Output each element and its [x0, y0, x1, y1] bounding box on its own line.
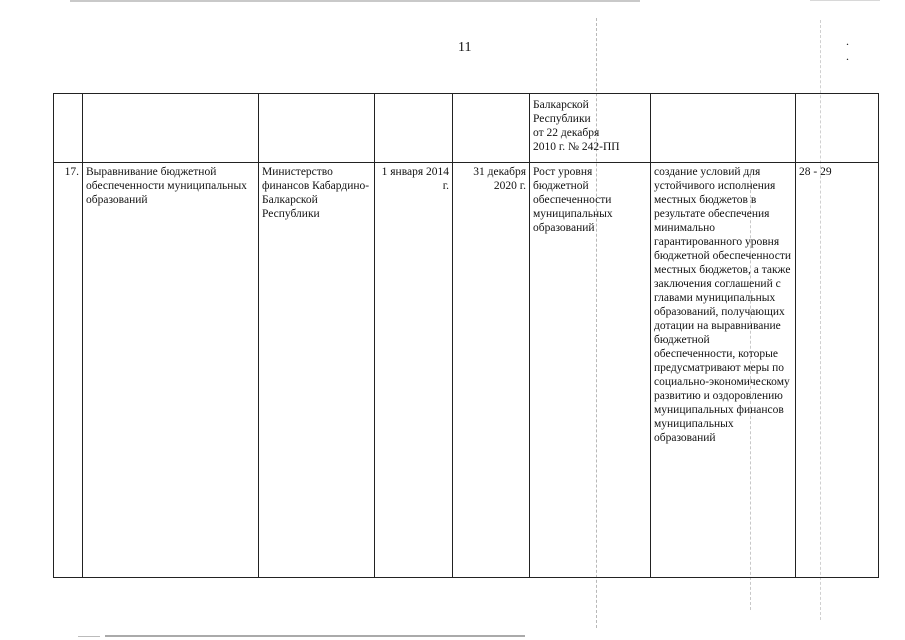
table-cell: [651, 94, 796, 163]
indicator: Рост уровня бюджетной обеспеченности муниципальных образований: [530, 163, 651, 578]
start-date: 1 января 2014 г.: [375, 163, 453, 578]
end-date: 31 декабря 2020 г.: [453, 163, 530, 578]
measure-name: Выравнивание бюджетной обеспеченности муниципальных образований: [83, 163, 259, 578]
scan-artifact-top-right: [810, 0, 880, 1]
corner-marks: . .: [846, 34, 869, 63]
table-cell: [453, 94, 530, 163]
table-row: [54, 163, 879, 578]
expected-result: создание условий для устойчивого исполнения местных бюджетов в результате обеспечения минимально гарантированного уровня бюджетной обеспеченности местных бюджетов, а также заключения соглашений с главами муниципальных образований, получающих дотации на выравнивание бюджетной обеспеченности, которые предусматривают меры по социально-экономическому развитию и оздоровлению муниципальных финансов муниципальных образований: [651, 163, 796, 578]
scan-artifact-bottom: [105, 635, 525, 637]
page-reference: 28 - 29: [796, 163, 879, 578]
executor: Министерство финансов Кабардино-Балкарской Республики: [259, 163, 375, 578]
scan-artifact-bottom-left: [78, 636, 100, 637]
scan-artifact-top: [70, 0, 640, 2]
row-number: 17.: [54, 163, 83, 578]
table-cell: [375, 94, 453, 163]
program-table: [53, 93, 879, 578]
table-cell: Балкарской Республики от 22 декабря 2010 г. № 242-ПП: [530, 94, 651, 163]
table-row: [54, 94, 879, 163]
table-cell: [259, 94, 375, 163]
page-number: 11: [458, 40, 472, 55]
table-cell: [83, 94, 259, 163]
table-cell: [796, 94, 879, 163]
table-cell: [54, 94, 83, 163]
